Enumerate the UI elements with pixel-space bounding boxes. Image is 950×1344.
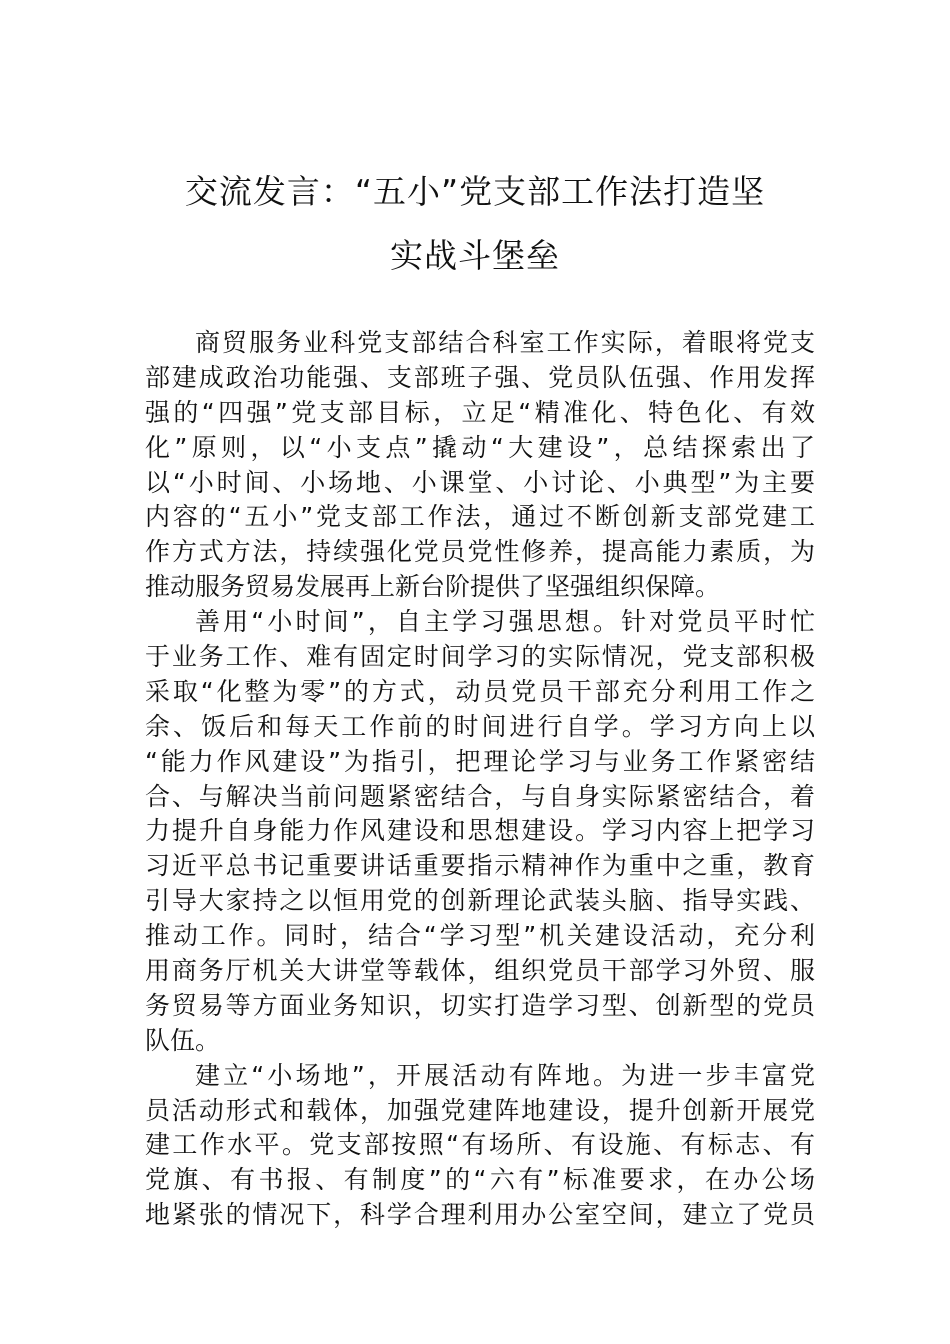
- text-line: 推动工作。同时，结合“学习型”机关建设活动，充分利: [145, 921, 815, 951]
- text-line: 引导大家持之以恒用党的创新理论武装头脑、指导实践、: [145, 886, 815, 916]
- text-line: 地紧张的情况下，科学合理利用办公室空间，建立了党员: [145, 1200, 815, 1230]
- text-line: 商贸服务业科党支部结合科室工作实际，着眼将党支: [195, 328, 815, 357]
- text-line: 习近平总书记重要讲话重要指示精神作为重中之重，教育: [145, 851, 815, 881]
- text-line: 队伍。: [145, 1025, 221, 1055]
- text-line: 善用“小时间”，自主学习强思想。针对党员平时忙: [195, 607, 815, 637]
- document-title: [120, 160, 830, 288]
- text-line: 用商务厅机关大讲堂等载体，组织党员干部学习外贸、服: [145, 956, 815, 986]
- text-line: 以“小时间、小场地、小课堂、小讨论、小典型”为主要: [145, 467, 815, 497]
- text-line: 力提升自身能力作风建设和思想建设。学习内容上把学习: [145, 816, 815, 846]
- text-line: 化”原则，以“小支点”撬动“大建设”，总结探索出了: [145, 432, 815, 462]
- paragraph-small-time: [145, 605, 815, 1059]
- text-line: 于业务工作、难有固定时间学习的实际情况，党支部积极: [145, 642, 815, 672]
- text-line: 部建成政治功能强、支部班子强、党员队伍强、作用发挥: [145, 362, 815, 392]
- paragraph-small-venue: [145, 1059, 815, 1233]
- text-line: 员活动形式和载体，加强党建阵地建设，提升创新开展党: [145, 1095, 815, 1125]
- text-line: 采取“化整为零”的方式，动员党员干部充分利用工作之: [145, 676, 815, 706]
- text-line: 务贸易等方面业务知识，切实打造学习型、创新型的党员: [145, 990, 815, 1020]
- text-line: 内容的“五小”党支部工作法，通过不断创新支部党建工: [145, 502, 815, 532]
- paragraph-intro: [145, 326, 815, 605]
- title-line: 实战斗堡垒: [390, 236, 560, 275]
- text-line: “能力作风建设”为指引，把理论学习与业务工作紧密结: [145, 746, 815, 776]
- text-line: 作方式方法，持续强化党员党性修养，提高能力素质，为: [145, 537, 815, 567]
- text-line: 合、与解决当前问题紧密结合，与自身实际紧密结合，着: [145, 781, 815, 811]
- document-body: [145, 326, 815, 1233]
- text-line: 推动服务贸易发展再上新台阶提供了坚强组织保障。: [145, 572, 721, 602]
- text-line: 党旗、有书报、有制度”的“六有”标准要求，在办公场: [145, 1165, 815, 1195]
- text-line: 强的“四强”党支部目标，立足“精准化、特色化、有效: [145, 397, 815, 427]
- title-line: 交流发言：“五小”党支部工作法打造坚: [184, 172, 766, 211]
- text-line: 建立“小场地”，开展活动有阵地。为进一步丰富党: [195, 1060, 815, 1090]
- text-line: 余、饭后和每天工作前的时间进行自学。学习方向上以: [145, 711, 815, 741]
- text-line: 建工作水平。党支部按照“有场所、有设施、有标志、有: [145, 1130, 815, 1160]
